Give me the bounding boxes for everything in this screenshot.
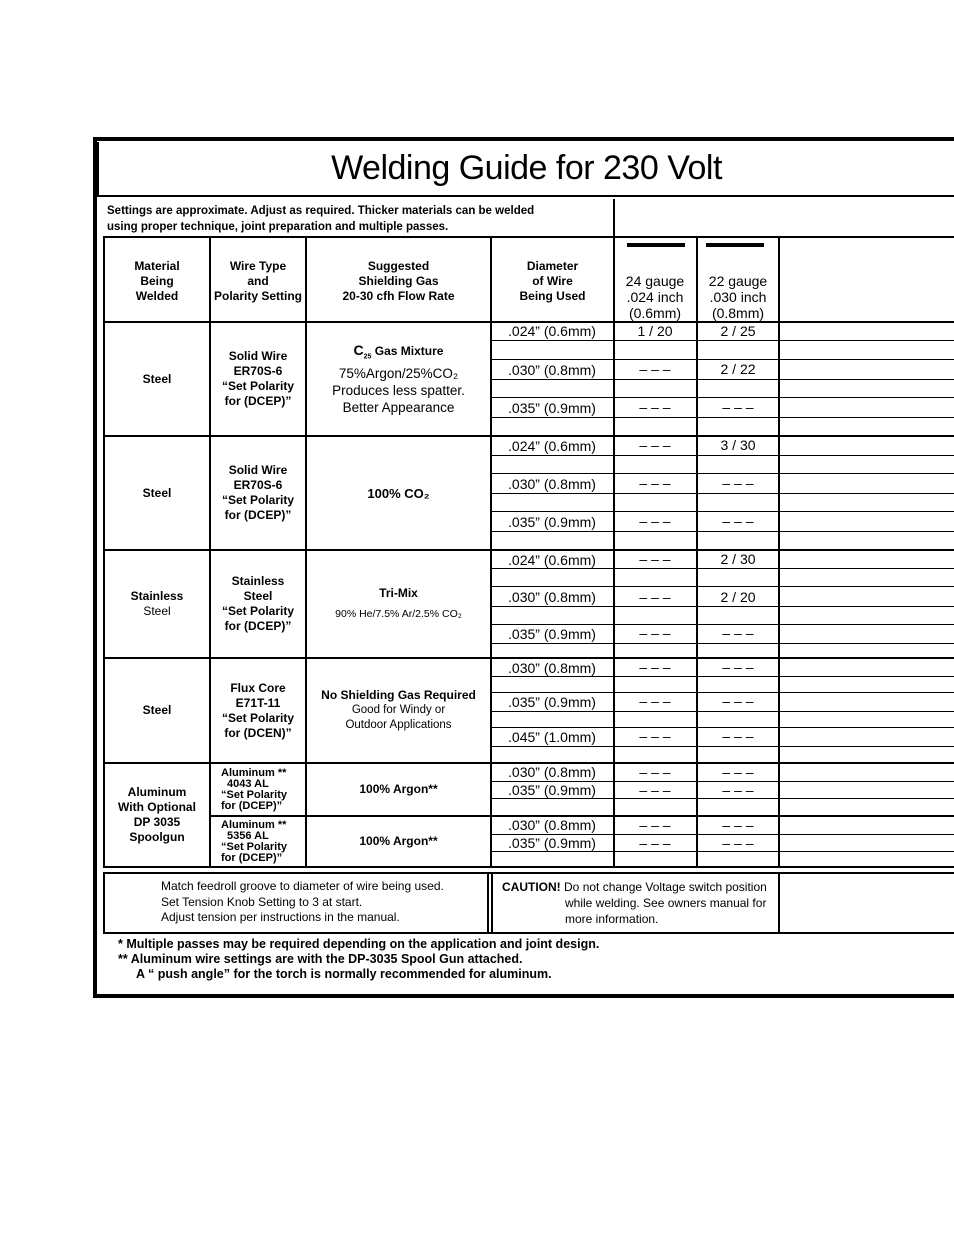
header-22-gauge: 22 gauge .030 inch (0.8mm) [708,273,768,321]
group1-g22-2: 2 / 22 [720,361,756,377]
group1-g22-1: 2 / 25 [720,323,756,339]
header-diameter: Diameter of Wire Being Used [519,258,586,303]
group2-g22-2: – – – [722,475,754,491]
group4-wire: Flux Core E71T-11 “Set Polarity for (DCEN)” [221,680,295,740]
group2-dia-3: .035” (0.9mm) [508,514,596,530]
group3-g22-3: – – – [722,625,754,641]
feedroll-instructions: Match feedroll groove to diameter of wire being used. Set Tension Knob Setting to 3 at start. Adjust tension per instructions in the manual. [161,879,444,924]
group2-g22-3: – – – [722,513,754,529]
group3-g22-1: 2 / 30 [720,551,756,567]
group1-g22-3: – – – [722,399,754,415]
group3-wire: Stainless Steel “Set Polarity for (DCEP)” [221,574,295,633]
header-material: Material Being Welded [134,258,180,303]
aluminum-g22-4: – – – [722,835,754,851]
group2-g24-2: – – – [639,475,671,491]
group4-g24-3: – – – [639,728,671,744]
caution-note: CAUTION! Do not change Voltage switch position while welding. See owners manual for more information. [502,880,767,926]
aluminum-dia-3: .030” (0.8mm) [508,817,596,833]
header-wire: Wire Type and Polarity Setting [213,258,302,303]
group4-dia-2: .035” (0.9mm) [508,694,596,710]
settings-note: Settings are approximate. Adjust as required. Thicker materials can be welded using proper technique, joint preparation and multiple passes. [107,205,535,233]
group4-dia-1: .030” (0.8mm) [508,660,596,676]
group4-g24-1: – – – [639,659,671,675]
group1-g24-3: – – – [639,399,671,415]
group4-material: Steel [142,703,172,717]
group3-g24-1: – – – [639,551,671,567]
aluminum-g24-1: – – – [639,764,671,780]
aluminum-g22-1: – – – [722,764,754,780]
group4-g22-2: – – – [722,693,754,709]
group1-g24-1: 1 / 20 [637,323,673,339]
group2-g24-3: – – – [639,513,671,529]
group2-dia-1: .024” (0.6mm) [508,438,596,454]
group3-gas: Tri-Mix 90% He/7.5% Ar/2.5% CO₂ [335,586,462,620]
group1-g24-2: – – – [639,361,671,377]
group2-gas: 100% CO₂ [367,485,430,501]
group1-dia-3: .035” (0.9mm) [508,400,596,416]
aluminum-dia-4: .035” (0.9mm) [508,835,596,851]
group1-dia-1: .024” (0.6mm) [508,323,596,339]
group3-g22-2: 2 / 20 [720,589,756,605]
aluminum-g22-3: – – – [722,817,754,833]
group2-g24-1: – – – [639,437,671,453]
aluminum-g24-4: – – – [639,835,671,851]
group1-wire: Solid Wire ER70S-6 “Set Polarity for (DCEP)” [221,349,295,408]
group4-dia-3: .045” (1.0mm) [508,729,596,745]
aluminum-g24-3: – – – [639,817,671,833]
group3-g24-2: – – – [639,589,671,605]
group3-dia-1: .024” (0.6mm) [508,552,596,568]
group2-wire: Solid Wire ER70S-6 “Set Polarity for (DCEP)” [221,463,295,522]
aluminum-g22-2: – – – [722,782,754,798]
aluminum-g24-2: – – – [639,782,671,798]
header-24-gauge: 24 gauge .024 inch (0.6mm) [625,273,685,321]
group3-dia-3: .035” (0.9mm) [508,626,596,642]
group4-g22-1: – – – [722,659,754,675]
group1-dia-2: .030” (0.8mm) [508,362,596,378]
group4-gas: No Shielding Gas Required Good for Windy or Outdoor Applications [321,688,476,731]
aluminum-gas-1: 100% Argon** [359,782,438,796]
aluminum-dia-2: .035” (0.9mm) [508,782,596,798]
group2-dia-2: .030” (0.8mm) [508,476,596,492]
group1-gas: $C_{25}$ Gas Mixture 75%Argon/25%CO₂ Produces less spatter. Better Appearance [332,341,465,416]
group2-g22-1: 3 / 30 [720,437,756,453]
group4-g24-2: – – – [639,693,671,709]
group3-g24-3: – – – [639,625,671,641]
aluminum-gas-2: 100% Argon** [359,834,438,848]
aluminum-dia-1: .030” (0.8mm) [508,764,596,780]
aluminum-wire-4043: Aluminum ** 4043 AL “Set Polarity for (DCEP)” [221,767,288,812]
footnotes: * Multiple passes may be required depending on the application and joint design. ** Aluminum wire settings are with the DP-3035 Spool Gun attached. A “ push angle” for the torch is normally recommended for aluminum. [118,937,600,981]
group4-g22-3: – – – [722,728,754,744]
group3-dia-2: .030” (0.8mm) [508,589,596,605]
group3-material: Stainless Steel [130,589,184,618]
aluminum-material: Aluminum With Optional DP 3035 Spoolgun [118,785,196,844]
group1-material: Steel [142,371,172,386]
header-gas: Suggested Shielding Gas 20-30 cfh Flow Rate [342,258,455,303]
group2-material: Steel [142,485,172,500]
page-title: Welding Guide for 230 Volt [97,142,954,197]
aluminum-wire-5356: Aluminum ** 5356 AL “Set Polarity for (DCEP)” [221,819,288,864]
